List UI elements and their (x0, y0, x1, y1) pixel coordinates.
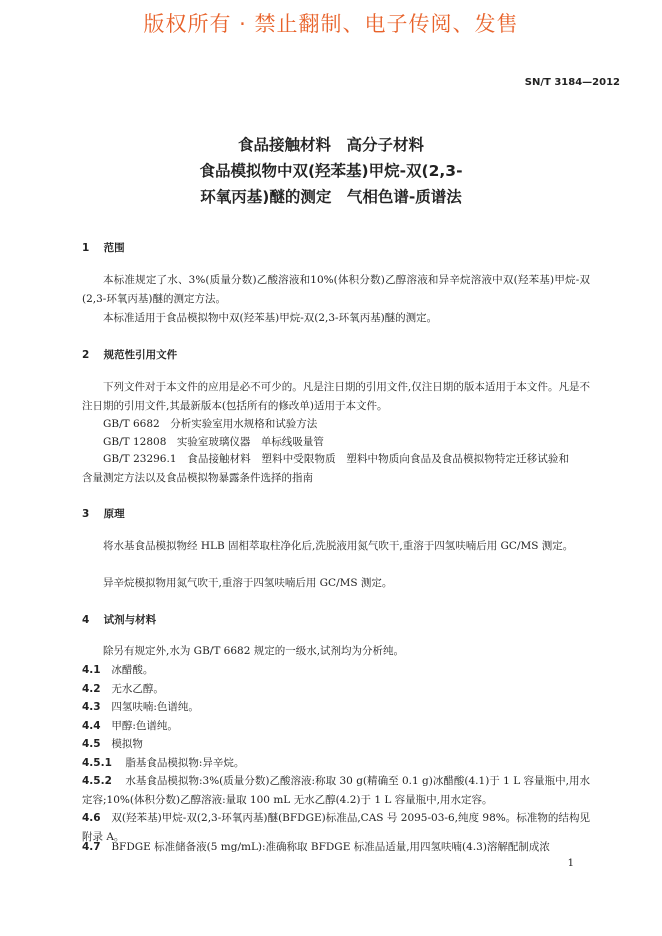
section-number: 1 (82, 242, 90, 254)
list-item (82, 680, 590, 699)
paragraph: 将水基食品模拟物经 HLB 固相萃取柱净化后,洗脱液用氮气吹干,重溶于四氢呋喃后用 GC/MS 测定。 (103, 540, 574, 552)
section-title: 范围 (103, 242, 125, 254)
section-number: 3 (82, 508, 90, 520)
item-number: 4.2 (82, 683, 101, 695)
reference-item: GB/T 12808 实验室玻璃仪器 单标线吸量管 (103, 436, 324, 448)
list-item (82, 754, 590, 773)
list-item (82, 717, 590, 736)
reference-item: GB/T 23296.1 食品接触材料 塑料中受限物质 塑料中物质向食品及食品模拟物特定迁移试验和含量测定方法以及食品模拟物暴露条件选择的指南 (82, 453, 569, 484)
item-number: 4.3 (82, 701, 101, 713)
item-number: 4.5.2 (82, 775, 112, 787)
item-number: 4.5.1 (82, 757, 112, 769)
item-number: 4.4 (82, 720, 101, 732)
section-heading-reagents (82, 612, 156, 627)
copyright-watermark: 版权所有 · 禁止翻制、电子传阅、发售 (143, 12, 519, 36)
section-number: 4 (82, 614, 90, 626)
item-text: 冰醋酸。 (111, 664, 154, 676)
section-heading-principle (82, 506, 125, 521)
list-item (82, 661, 590, 680)
paragraph: 除另有规定外,水为 GB/T 6682 规定的一级水,试剂均为分析纯。 (103, 645, 405, 657)
paragraph: 本标准规定了水、3%(质量分数)乙酸溶液和10%(体积分数)乙醇溶液和异辛烷溶液中双(羟苯基)甲烷-双(2,3-环氧丙基)醚的测定方法。 (82, 274, 590, 305)
reference-item: GB/T 6682 分析实验室用水规格和试验方法 (103, 418, 318, 430)
title-line: 环氧丙基)醚的测定 气相色谱-质谱法 (200, 188, 462, 206)
page-number: 1 (567, 858, 574, 869)
paragraph: 异辛烷模拟物用氮气吹干,重溶于四氢呋喃后用 GC/MS 测定。 (103, 577, 393, 589)
list-item (82, 735, 590, 754)
item-text: 双(羟苯基)甲烷-双(2,3-环氧丙基)醚(BFDGE)标准品,CAS 号 2095-03-6,纯度 98%。标准物的结构见附录 A。 (82, 812, 590, 843)
list-item (82, 838, 590, 857)
item-text: 四氢呋喃:色谱纯。 (111, 701, 199, 713)
item-number: 4.1 (82, 664, 101, 676)
paragraph: 本标准适用于食品模拟物中双(羟苯基)甲烷-双(2,3-环氧丙基)醚的测定。 (103, 312, 438, 324)
document-title (0, 132, 662, 210)
standard-number: SN/T 3184—2012 (524, 77, 620, 88)
section-heading-references (82, 347, 177, 362)
section-heading-scope (82, 240, 125, 255)
item-text: 水基食品模拟物:3%(质量分数)乙酸溶液:称取 30 g(精确至 0.1 g)冰醋酸(4.1)于 1 L 容量瓶中,用水定容;10%(体积分数)乙醇溶液:量取 100 mL 无水乙醇(4.2)于 1 L 容量瓶中,用水定容。 (82, 775, 590, 806)
item-text: 脂基食品模拟物:异辛烷。 (125, 757, 245, 769)
section-title: 规范性引用文件 (103, 349, 178, 361)
paragraph: 下列文件对于本文件的应用是必不可少的。凡是注日期的引用文件,仅注日期的版本适用于本文件。凡是不注日期的引用文件,其最新版本(包括所有的修改单)适用于本文件。 (82, 381, 590, 412)
item-number: 4.5 (82, 738, 101, 750)
item-text: 甲醇:色谱纯。 (111, 720, 178, 732)
list-item (82, 772, 590, 809)
item-number: 4.6 (82, 812, 101, 824)
section-title: 试剂与材料 (103, 614, 157, 626)
item-text: 无水乙醇。 (111, 683, 164, 695)
title-line: 食品接触材料 高分子材料 (237, 136, 424, 154)
section-number: 2 (82, 349, 90, 361)
item-text: BFDGE 标准储备液(5 mg/mL):准确称取 BFDGE 标准品适量,用四氢呋喃(4.3)溶解配制成浓 (111, 841, 550, 853)
title-line: 食品模拟物中双(羟苯基)甲烷-双(2,3- (199, 162, 463, 180)
item-text: 模拟物 (111, 738, 143, 750)
item-number: 4.7 (82, 841, 101, 853)
list-item (82, 698, 590, 717)
section-title: 原理 (103, 508, 125, 520)
